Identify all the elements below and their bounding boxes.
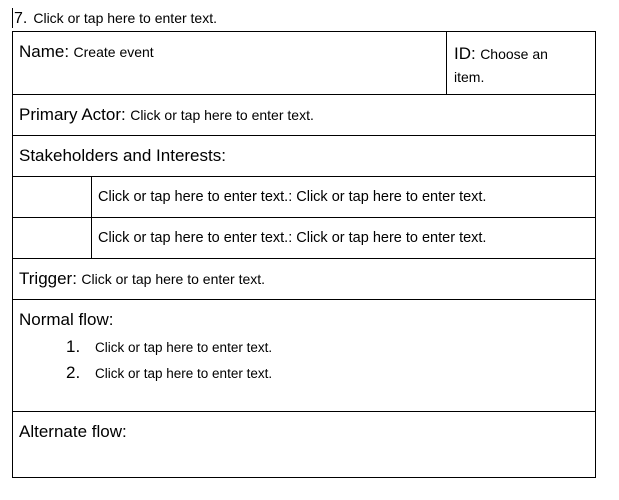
section-header xyxy=(14,8,217,29)
stakeholder-field[interactable]: Click or tap here to enter text. xyxy=(98,189,289,205)
flow-step xyxy=(66,334,272,360)
primary-actor-field[interactable]: Click or tap here to enter text. xyxy=(130,107,314,123)
id-dropdown[interactable]: Choose an item. xyxy=(454,46,548,85)
stakeholder-separator: : xyxy=(288,230,293,246)
stakeholder-field[interactable]: Click or tap here to enter text. xyxy=(98,230,289,246)
normal-flow-row xyxy=(13,300,596,412)
id-label: ID: xyxy=(454,44,476,63)
interest-field[interactable]: Click or tap here to enter text. xyxy=(296,189,487,205)
text-cursor xyxy=(12,8,13,28)
name-field[interactable]: Create event xyxy=(73,44,154,60)
stakeholder-indent-cell xyxy=(13,177,92,217)
stakeholders-label: Stakeholders and Interests: xyxy=(19,146,226,165)
interest-field[interactable]: Click or tap here to enter text. xyxy=(296,230,487,246)
step-number: 1. xyxy=(66,337,81,356)
id-cell xyxy=(447,32,595,94)
step-field[interactable]: Click or tap here to enter text. xyxy=(95,340,273,355)
stakeholder-interest-cell xyxy=(92,218,595,258)
stakeholders-header-row xyxy=(13,136,596,177)
normal-flow-label: Normal flow: xyxy=(19,310,114,329)
section-number: 7. xyxy=(14,10,28,27)
stakeholder-separator: : xyxy=(288,189,293,205)
trigger-row xyxy=(13,259,596,300)
name-id-row xyxy=(13,32,596,95)
stakeholder-row xyxy=(13,218,596,259)
use-case-table xyxy=(12,31,596,478)
step-number: 2. xyxy=(66,363,81,382)
normal-flow-list xyxy=(66,334,272,386)
stakeholder-indent-cell xyxy=(13,218,92,258)
primary-actor-row xyxy=(13,95,596,136)
primary-actor-label: Primary Actor: xyxy=(19,105,126,124)
trigger-label: Trigger: xyxy=(19,269,77,288)
step-field[interactable]: Click or tap here to enter text. xyxy=(95,366,273,381)
name-cell xyxy=(13,32,447,94)
alternate-flow-label: Alternate flow: xyxy=(19,422,127,441)
section-title-field[interactable]: Click or tap here to enter text. xyxy=(33,10,217,26)
name-label: Name: xyxy=(19,42,70,61)
flow-step xyxy=(66,360,272,386)
stakeholder-row xyxy=(13,177,596,218)
trigger-field[interactable]: Click or tap here to enter text. xyxy=(81,271,266,287)
stakeholder-interest-cell xyxy=(92,177,595,217)
alternate-flow-row xyxy=(13,412,596,478)
